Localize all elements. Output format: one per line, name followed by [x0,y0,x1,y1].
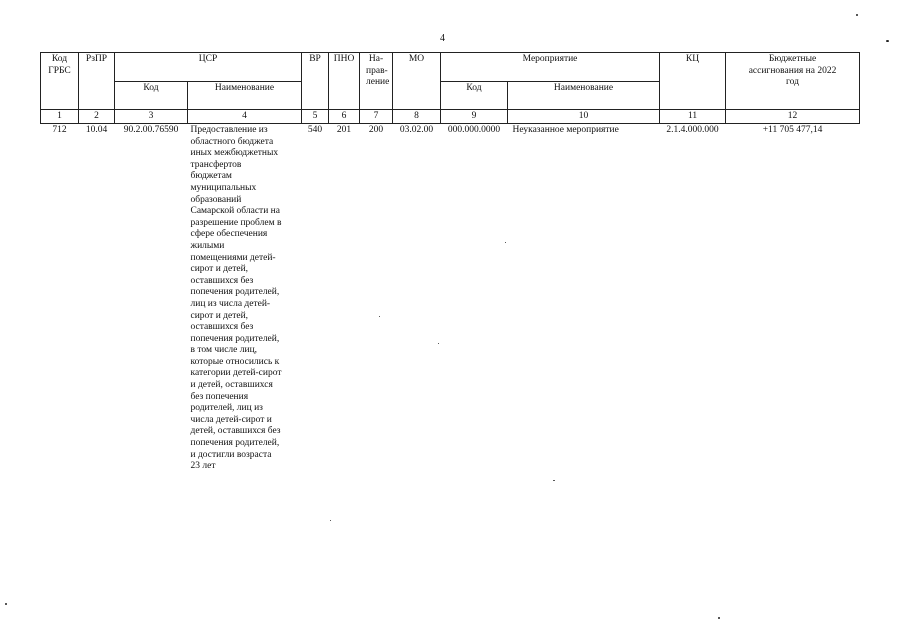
description-line: бюджетам [190,171,232,182]
description-line: детей, оставшихся без [190,426,281,437]
column-number: 4 [188,110,302,124]
description-line: оставшихся без [190,275,254,286]
header-mer-name: Наименование [508,82,660,110]
description-line: которые относились к [190,356,280,367]
header-vr: ВР [302,53,329,110]
description-line: и достигли возраста [190,449,272,460]
description-line: сфере обеспечения [190,229,268,240]
scan-speck [856,14,858,16]
cell-pno: 201 [329,124,360,474]
cell-vr: 540 [302,124,329,474]
page-number: 4 [440,33,445,44]
scan-speck [718,617,720,619]
description-line: числа детей-сирот и [190,414,272,425]
cell-mer-name: Неуказанное мероприятие [508,124,660,474]
cell-rzpr: 10.04 [79,124,115,474]
description-line: помещениями детей- [190,252,276,263]
description-line: родителей, лиц из [190,403,263,414]
description-line: попечения родителей, [190,333,280,344]
header-csr-name: Наименование [188,82,302,110]
cell-csr-kod: 90.2.00.76590 [115,124,188,474]
description-line: муниципальных [190,182,257,193]
description-line: и детей, оставшихся [190,380,273,391]
description-line: 23 лет [190,461,216,472]
description-line: сирот и детей, [190,264,249,275]
scan-speck [886,40,889,42]
cell-kod-grbs: 712 [41,124,79,474]
description-line: в том числе лиц, [190,345,258,356]
description-line: областного бюджета [190,136,274,147]
description-line: сирот и детей, [190,310,249,321]
header-pno: ПНО [329,53,360,110]
scan-speck [5,603,7,605]
description-line: образований [190,194,242,205]
header-csr-kod: Код [115,82,188,110]
column-number: 8 [393,110,441,124]
column-number: 5 [302,110,329,124]
header-csr: ЦСР [115,53,302,82]
column-number: 6 [329,110,360,124]
description-line: попечения родителей, [190,287,280,298]
column-number: 12 [726,110,860,124]
column-number: 9 [441,110,508,124]
cell-mo: 03.02.00 [393,124,441,474]
header-budget: Бюджетные ассигнования на 2022 год [726,53,860,110]
header-kod-grbs: Код ГРБС [41,53,79,110]
scan-speck [438,343,439,344]
header-meropriyatie: Мероприятие [441,53,660,82]
column-number: 3 [115,110,188,124]
description-line: без попечения [190,391,249,402]
description-line: иных межбюджетных [190,148,279,159]
description-line: жилыми [190,240,225,251]
column-number: 7 [360,110,393,124]
scan-speck [330,520,331,521]
description-line: разрешение проблем в [190,217,282,228]
budget-table [40,52,860,474]
header-kc: КЦ [660,53,726,110]
cell-budget: +11 705 477,14 [726,124,860,474]
description-line: категории детей-сирот [190,368,282,379]
column-number: 11 [660,110,726,124]
description-line: попечения родителей, [190,438,280,449]
column-number: 2 [79,110,115,124]
description-line: оставшихся без [190,322,254,333]
column-number: 1 [41,110,79,124]
description-line: Предоставление из [190,125,268,135]
header-napravlenie: На-прав-ление [360,53,393,110]
header-mo: МО [393,53,441,110]
description-line: Самарской области на [190,206,280,217]
header-mer-kod: Код [441,82,508,110]
cell-napravlenie: 200 [360,124,393,474]
column-number: 10 [508,110,660,124]
header-rzpr: РзПР [79,53,115,110]
scan-speck [379,316,380,317]
scan-speck [505,242,506,243]
description-line: лиц из числа детей- [190,298,271,309]
cell-csr-name [188,124,302,474]
table-row [41,124,860,474]
description-line: трансфертов [190,159,242,170]
scan-speck [553,480,555,481]
cell-mer-kod: 000.000.0000 [441,124,508,474]
cell-kc: 2.1.4.000.000 [660,124,726,474]
